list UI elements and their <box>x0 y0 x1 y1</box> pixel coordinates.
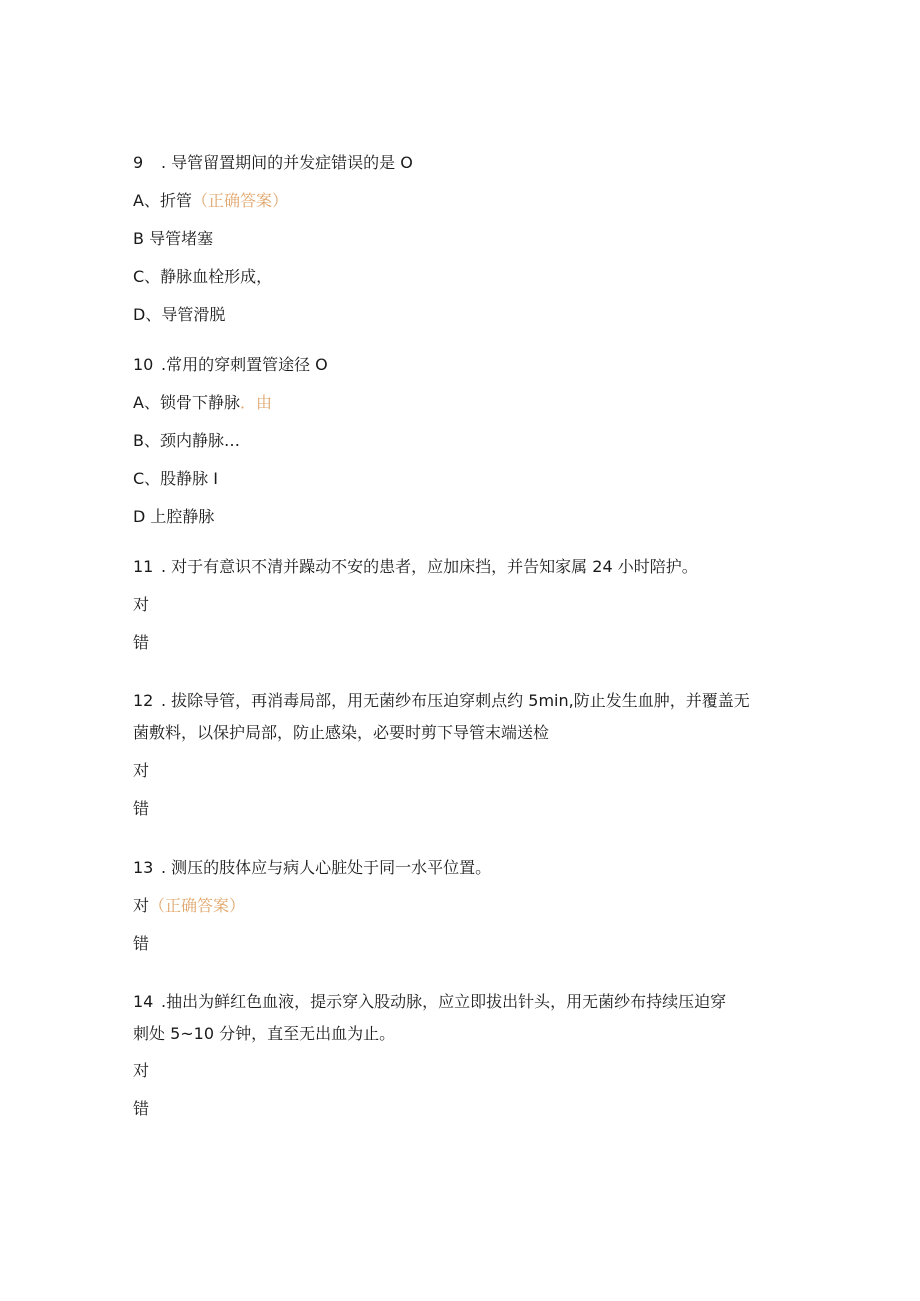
question-number: 9 <box>133 153 144 172</box>
option-label: A、折管 <box>133 191 192 210</box>
q10-option-a[interactable] <box>133 392 272 414</box>
option-label: B 导管堵塞 <box>133 229 214 248</box>
q11-option-true[interactable] <box>133 594 149 616</box>
question-text: . 导管留置期间的并发症错误的是 O <box>161 153 413 172</box>
question-text: .常用的穿刺置管途径 O <box>161 355 328 374</box>
question-14-continued <box>133 1023 395 1045</box>
q10-option-b[interactable] <box>133 430 240 452</box>
option-label: C、股静脉 I <box>133 469 218 488</box>
q9-option-d[interactable] <box>133 304 225 326</box>
correct-answer-mark: （正确答案） <box>191 191 288 210</box>
question-9 <box>133 152 413 174</box>
q9-option-b[interactable] <box>133 228 213 250</box>
question-number: 14 <box>133 992 154 1011</box>
q14-option-true[interactable] <box>133 1060 149 1082</box>
option-label: B、颈内静脉… <box>133 431 240 450</box>
q10-option-d[interactable] <box>133 506 214 528</box>
q12-option-true[interactable] <box>133 760 149 782</box>
option-label: 错 <box>133 1099 150 1118</box>
question-number: 10 <box>133 355 154 374</box>
question-number: 11 <box>133 557 154 576</box>
option-label: 对 <box>133 761 150 780</box>
q12-option-false[interactable] <box>133 798 149 820</box>
q13-option-false[interactable] <box>133 933 149 955</box>
question-text: 菌敷料，以保护局部，防止感染，必要时剪下导管末端送检 <box>133 723 550 742</box>
option-label: 错 <box>133 633 150 652</box>
option-label: 对 <box>133 595 150 614</box>
option-label: 对 <box>133 1061 150 1080</box>
option-label: 错 <box>133 799 150 818</box>
correct-answer-mark: （正确答案） <box>149 896 246 915</box>
question-text: 刺处 5~10 分钟，直至无出血为止。 <box>133 1024 396 1043</box>
q10-option-c[interactable] <box>133 468 218 490</box>
question-text: . 拔除导管，再消毒局部，用无菌纱布压迫穿刺点约 5min,防止发生血肿，并覆盖无 <box>161 691 750 710</box>
q13-option-true[interactable] <box>133 895 245 917</box>
q9-option-c[interactable] <box>133 266 272 288</box>
question-11 <box>133 556 698 578</box>
option-label: 错 <box>133 934 150 953</box>
question-text: .抽出为鲜红色血液，提示穿入股动脉，应立即拔出针头，用无菌纱布持续压迫穿 <box>161 992 727 1011</box>
question-number: 12 <box>133 691 154 710</box>
question-text: . 对于有意识不清并躁动不安的患者，应加床挡，并告知家属 24 小时陪护。 <box>161 557 698 576</box>
question-10 <box>133 354 328 376</box>
question-12 <box>133 690 750 712</box>
option-label: D、导管滑脱 <box>133 305 226 324</box>
question-14 <box>133 991 726 1013</box>
q9-option-a[interactable] <box>133 190 288 212</box>
question-number: 13 <box>133 858 154 877</box>
question-13 <box>133 857 491 879</box>
option-label: C、静脉血栓形成， <box>133 267 273 286</box>
answer-mark: ．由 <box>239 393 272 412</box>
option-label: A、锁骨下静脉 <box>133 393 240 412</box>
option-label: D 上腔静脉 <box>133 507 215 526</box>
option-label: 对 <box>133 896 150 915</box>
q11-option-false[interactable] <box>133 632 149 654</box>
q14-option-false[interactable] <box>133 1098 149 1120</box>
question-text: . 测压的肢体应与病人心脏处于同一水平位置。 <box>161 858 492 877</box>
question-12-continued <box>133 722 549 744</box>
